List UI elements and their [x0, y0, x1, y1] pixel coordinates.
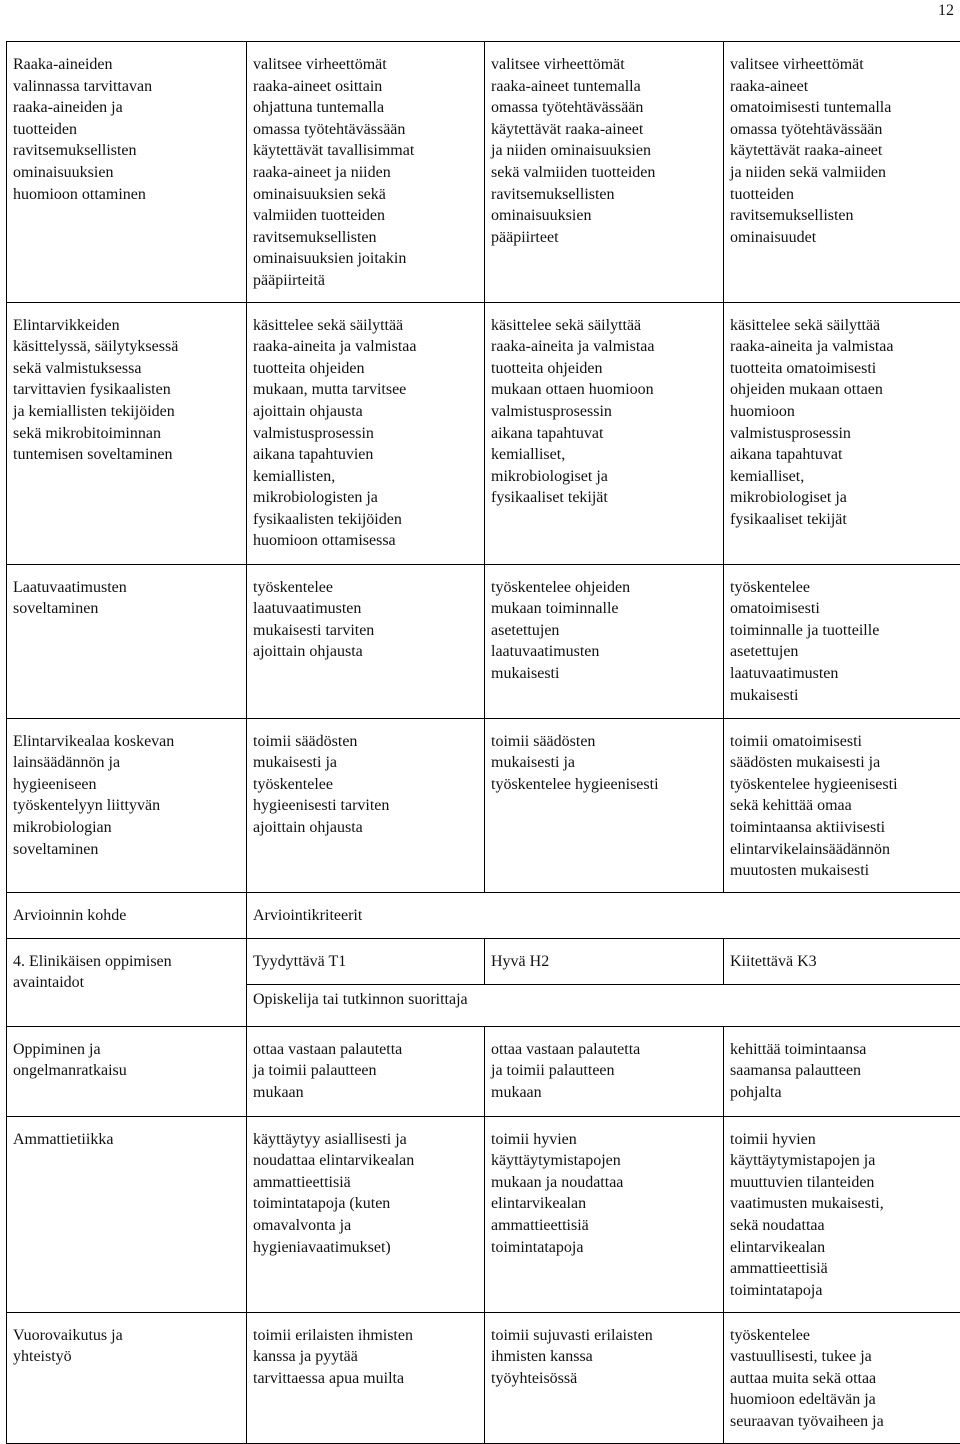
assessment-target-cell: Laatuvaatimusten soveltaminen [7, 564, 247, 718]
criteria-t1-cell: käsittelee sekä säilyttää raaka-aineita ja valmistaa tuotteita ohjeiden mukaan, mutta tarvitsee ajoittain ohjausta valmistusprosessin aikana tapahtuvien kemiallisten, mikrobiologisten ja fysikaalisten tekijöiden huomioon ottamisessa [247, 302, 485, 564]
assessment-target-cell: Elintarvikealaa koskevan lainsäädännön ja hygieeniseen työskentelyyn liittyvän mikrobiologian soveltaminen [7, 718, 247, 892]
criteria-t1-cell: toimii säädösten mukaisesti ja työskentelee hygieenisesti tarviten ajoittain ohjausta [247, 718, 485, 892]
assessment-target-cell: Vuorovaikutus ja yhteistyö [7, 1312, 247, 1443]
criteria-t1-cell: käyttäytyy asiallisesti ja noudattaa elintarvikealan ammattieettisiä toimintatapoja (kuten omavalvonta ja hygieniavaatimukset) [247, 1116, 485, 1312]
criteria-h2-cell: toimii säädösten mukaisesti ja työskentelee hygieenisesti [485, 718, 724, 892]
table-row-handling [7, 302, 960, 564]
criteria-t1-cell: valitsee virheettömät raaka-aineet osittain ohjattuna tuntemalla omassa työtehtävässään käytettävät tavallisimmat raaka-aineet ja niiden ominaisuuksien sekä valmiiden tuotteiden ravitsemuksellisten ominaisuuksien joitakin pääpiirteitä [247, 42, 485, 303]
criteria-k3-cell: toimii omatoimisesti säädösten mukaisesti ja työskentelee hygieenisesti sekä kehittää omaa toimintaansa aktiivisesti elintarvikelainsäädännön muutosten mukaisesti [724, 718, 960, 892]
criteria-t1-cell: ottaa vastaan palautetta ja toimii palautteen mukaan [247, 1026, 485, 1116]
criteria-h2-cell: työskentelee ohjeiden mukaan toiminnalle asetettujen laatuvaatimusten mukaisesti [485, 564, 724, 718]
criteria-k3-cell: valitsee virheettömät raaka-aineet omatoimisesti tuntemalla omassa työtehtävässään käytettävät raaka-aineet ja niiden sekä valmiiden tuotteiden ravitsemuksellisten ominaisuudet [724, 42, 960, 303]
criteria-k3-cell: työskentelee vastuullisesti, tukee ja auttaa muita sekä ottaa huomioon edeltävän ja seuraavan työvaiheen ja [724, 1312, 960, 1443]
assessment-target-cell: Elintarvikkeiden käsittelyssä, säilytyksessä sekä valmistuksessa tarvittavien fysikaalisten ja kemiallisten tekijöiden sekä mikrobitoiminnan tuntemisen soveltaminen [7, 302, 247, 564]
criteria-k3-cell: kehittää toimintaansa saamansa palautteen pohjalta [724, 1026, 960, 1116]
assessment-target-heading: Arvioinnin kohde [7, 892, 247, 938]
criteria-t1-cell: työskentelee laatuvaatimusten mukaisesti tarviten ajoittain ohjausta [247, 564, 485, 718]
criteria-h2-cell: ottaa vastaan palautetta ja toimii palautteen mukaan [485, 1026, 724, 1116]
criteria-h2-cell: toimii hyvien käyttäytymistapojen mukaan ja noudattaa elintarvikealan ammattieettisiä toimintatapoja [485, 1116, 724, 1312]
performer-label: Opiskelija tai tutkinnon suorittaja [247, 984, 960, 1026]
table-row-levels [7, 938, 960, 984]
page-number: 12 [938, 0, 954, 22]
assessment-target-cell: Oppiminen ja ongelmanratkaisu [7, 1026, 247, 1116]
criteria-k3-cell: käsittelee sekä säilyttää raaka-aineita ja valmistaa tuotteita omatoimisesti ohjeiden mukaan ottaen huomioon valmistusprosessin aikana tapahtuvat kemialliset, mikrobiologiset ja fysikaaliset tekijät [724, 302, 960, 564]
criteria-k3-cell: toimii hyvien käyttäytymistapojen ja muuttuvien tilanteiden vaatimusten mukaisesti, sekä noudattaa elintarvikealan ammattieettisiä toimintatapoja [724, 1116, 960, 1312]
level-k3-heading: Kiitettävä K3 [724, 938, 960, 984]
criteria-h2-cell: toimii sujuvasti erilaisten ihmisten kanssa työyhteisössä [485, 1312, 724, 1443]
table-row-legislation [7, 718, 960, 892]
key-skills-heading: 4. Elinikäisen oppimisen avaintaidot [7, 938, 247, 1026]
criteria-h2-cell: käsittelee sekä säilyttää raaka-aineita ja valmistaa tuotteita ohjeiden mukaan ottaen huomioon valmistusprosessin aikana tapahtuvat kemialliset, mikrobiologiset ja fysikaaliset tekijät [485, 302, 724, 564]
level-t1-heading: Tyydyttävä T1 [247, 938, 485, 984]
table-row-header [7, 892, 960, 938]
table-row-interaction [7, 1312, 960, 1443]
level-h2-heading: Hyvä H2 [485, 938, 724, 984]
table-row-quality [7, 564, 960, 718]
assessment-target-cell: Ammattietiikka [7, 1116, 247, 1312]
assessment-criteria-heading: Arviointikriteerit [247, 892, 960, 938]
criteria-t1-cell: toimii erilaisten ihmisten kanssa ja pyytää tarvittaessa apua muilta [247, 1312, 485, 1443]
criteria-k3-cell: työskentelee omatoimisesti toiminnalle ja tuotteille asetettujen laatuvaatimusten mukaisesti [724, 564, 960, 718]
assessment-criteria-table [6, 41, 960, 1444]
table-row-ethics [7, 1116, 960, 1312]
criteria-h2-cell: valitsee virheettömät raaka-aineet tuntemalla omassa työtehtävässään käytettävät raaka-aineet ja niiden ominaisuuksien sekä valmiiden tuotteiden ravitsemuksellisten ominaisuuksien pääpiirteet [485, 42, 724, 303]
table-row-nutrition [7, 42, 960, 303]
assessment-target-cell: Raaka-aineiden valinnassa tarvittavan raaka-aineiden ja tuotteiden ravitsemuksellisten ominaisuuksien huomioon ottaminen [7, 42, 247, 303]
table-row-learning [7, 1026, 960, 1116]
